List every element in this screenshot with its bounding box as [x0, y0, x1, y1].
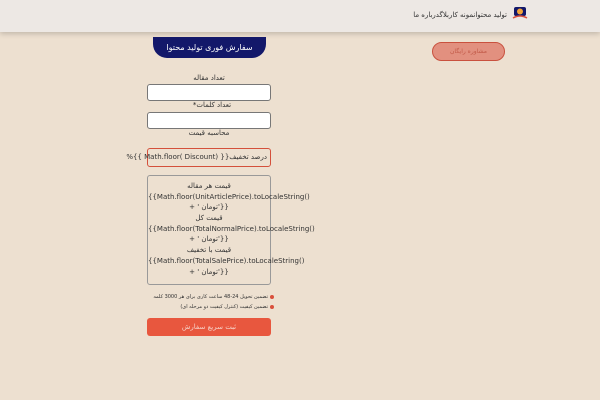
word-count-input[interactable] — [147, 112, 271, 129]
bullet-dot-icon — [270, 305, 274, 309]
nav-item-portfolio[interactable]: نمونه کار — [448, 11, 476, 19]
required-mark: * — [192, 101, 197, 109]
guarantee-list — [150, 292, 274, 312]
order-form-title: سفارش فوری تولید محتوا — [153, 37, 266, 58]
nav-item-blog[interactable]: بلاگ — [439, 11, 449, 19]
list-item — [150, 302, 274, 312]
price-calc-label: محاسبه قیمت — [188, 129, 230, 137]
nav-item-about-us[interactable]: درباره ما — [413, 11, 440, 19]
guarantee-delivery-text: تضمین تحویل 24-48 ساعت کاری برای هر 3000 کلمه — [153, 294, 268, 300]
free-consult-button[interactable]: مشاوره رایگان — [432, 42, 505, 61]
total-price-label: قیمت کل — [195, 214, 223, 223]
brand-logo-icon[interactable] — [511, 5, 529, 21]
discount-display: درصد تخفیف{{ Math.floor( Discount) }}% — [147, 148, 271, 167]
bullet-dot-icon — [270, 295, 274, 299]
article-count-input[interactable] — [147, 84, 271, 101]
word-count-label-wrap — [147, 101, 271, 109]
sale-price-label: قیمت با تخفیف — [186, 246, 232, 255]
unit-price-label: قیمت هر مقاله — [187, 182, 231, 190]
price-summary-box — [147, 175, 315, 285]
article-count-label: تعداد مقاله — [193, 74, 225, 82]
unit-price-value: {{Math.floor(UnitArticlePrice).toLocaleString() — [148, 192, 310, 201]
word-count-label: تعداد کلمات — [196, 101, 232, 109]
top-navbar — [0, 0, 600, 32]
sale-price-suffix: + ' تومان'}} — [189, 267, 229, 276]
unit-price-suffix: + ' تومان'}} — [189, 203, 229, 212]
list-item — [150, 292, 274, 302]
sale-price-value: {{Math.floor(TotalSalePrice).toLocaleString() — [148, 256, 305, 265]
main-nav — [413, 11, 507, 19]
guarantee-quality-text: تضمین کیفیت (کنترل کیفیت دو مرحله ای) — [180, 304, 268, 310]
submit-order-button[interactable]: ثبت سریع سفارش — [147, 318, 271, 336]
total-price-suffix: + ' تومان'}} — [189, 235, 229, 244]
total-price-value: {{Math.floor(TotalNormalPrice).toLocaleString() — [148, 224, 315, 233]
nav-item-content-production[interactable]: تولید محتوا — [475, 11, 507, 19]
